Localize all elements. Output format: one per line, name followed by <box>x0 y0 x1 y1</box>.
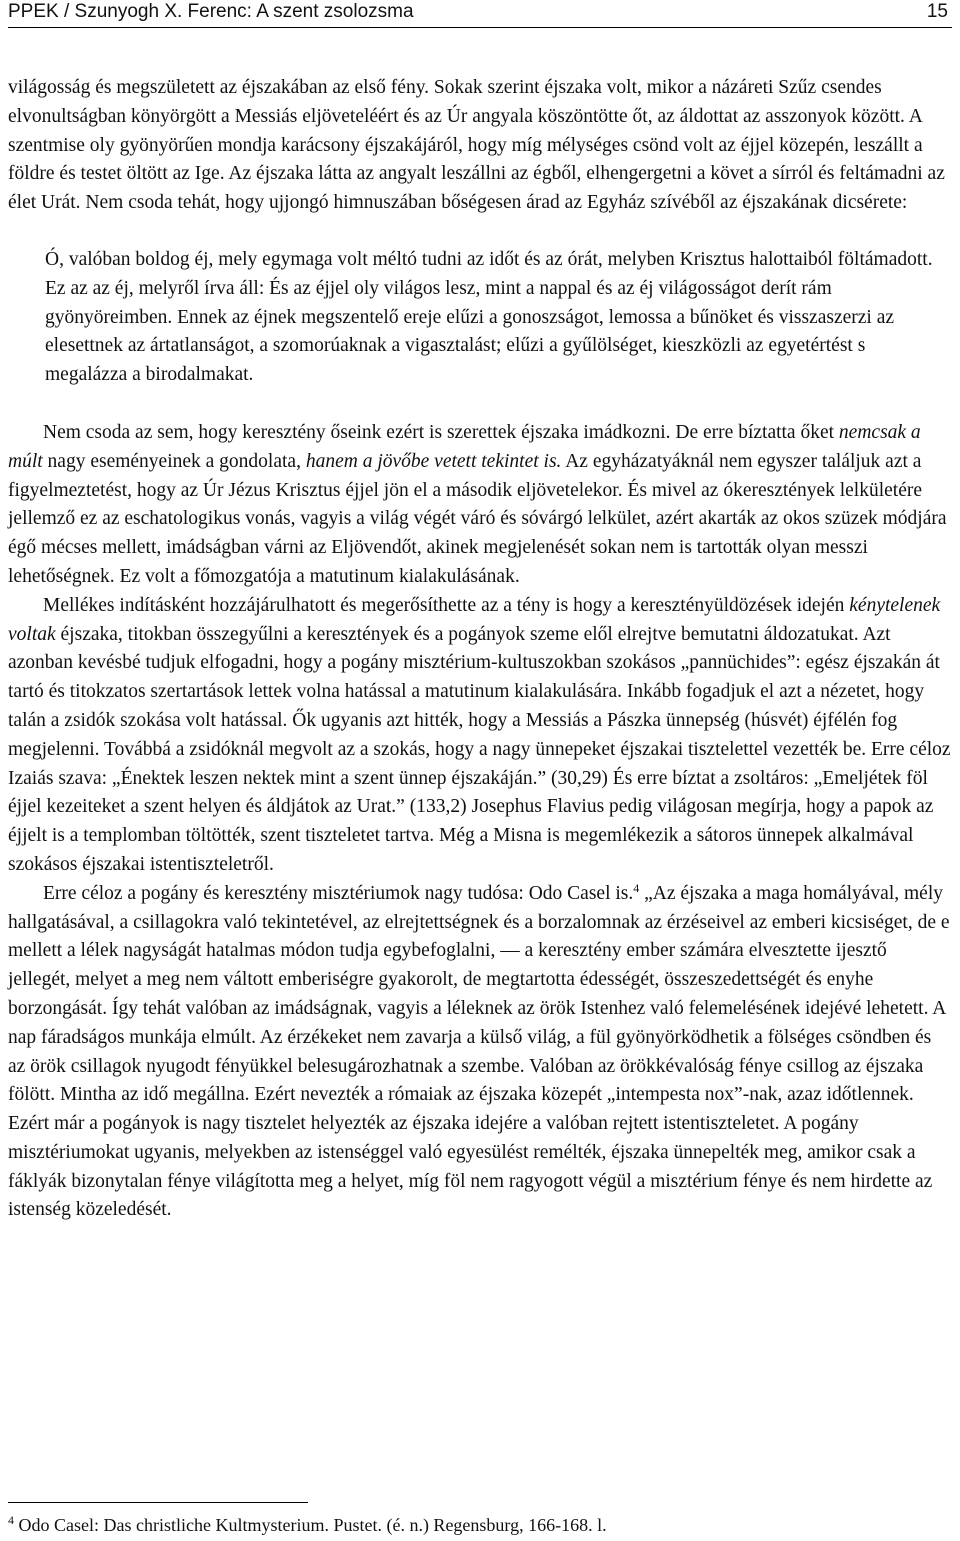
paragraph-3: Nem csoda az sem, hogy keresztény őseink ezért is szerettek éjszaka imádkozni. De erre bíztatta őket nemcsak a múlt nagy eseményeinek a gondolata, hanem a jövőbe vetett tekintet is. Az egyházatyáknál nem egyszer találjuk azt a figyelmeztetést, hogy az Úr Jézus Krisztus éjjel jön el a második eljövetelekor. És mivel az ókeresztények lelkületére jellemző ez az eschatologikus vonás, vagyis a világ végét váró és sóvárgó lelkület, azért akarták az okos szüzek módjára égő mécses mellett, imádságban várni az Eljövendőt, akinek megjelenését sokan nem is tartották olyan messzi lehetőségnek. Ez volt a főmozgatója a matutinum kialakulásának. <box>8 421 947 587</box>
footnote-divider <box>8 1502 308 1503</box>
page-header <box>8 0 952 28</box>
emphasis-text: hanem a jövőbe vetett tekintet is. <box>305 450 562 472</box>
footnote-number: 4 <box>8 1513 14 1527</box>
paragraph-5: Erre céloz a pogány és keresztény misztériumok nagy tudósa: Odo Casel is.$^4$ „Az éjszaka a maga homályával, mély hallgatásával, a csillagokra való tekintetével, az elrejtettségnek és a borzalomnak az érzéseivel az emberi kicsiséget, de e mellett a lélek nagyságát hatalmas módon tudja egybefoglalni, — a keresztény ember számára elvesztette ijesztő jellegét, melyet a meg nem váltott emberiségre gyakorolt, de megtartotta édességét, összeszedettségét és enyhe borzongását. Így tehát valóban az imádságnak, vagyis a léleknek az örök Istenhez való felemelésének idejévé lehetett. A nap fáradságos munkája elmúlt. Az érzékeket nem zavarja a külső világ, a fül gyönyörködhetik a fölséges csöndben és az örök csillagok nyugodt fényükkel belesugározhatnak a szembe. Valóban az örökkévalóság fénye csillog az éjszaka fölött. Mintha az idő megállna. Ezért nevezték a rómaiak az éjszaka közepét „intempesta nox”-nak, azaz időtlennek. Ezért már a pogányok is nagy tisztelet helyezték az éjszaka idejére a valóban rejtett istentiszteletet. A pogány misztériumokat ugyanis, melyekben az istenséggel való egyesülést remélték, éjszaka ünnepelték meg, amikor csak a fáklyák bizonytalan fénye világította meg a helyet, míg föl nem ragyogott végül a misztérium fénye és nem hirdette az istenség közeledését. <box>8 880 950 1221</box>
emphasis-text: nemcsak a múlt <box>8 421 921 472</box>
footnote-text: Odo Casel: Das christliche Kultmysterium. Pustet. (é. n.) Regensburg, 166-168. l. <box>14 1515 607 1535</box>
footnote <box>8 1513 607 1537</box>
paragraph-1: világosság és megszületett az éjszakában az első fény. Sokak szerint éjszaka volt, mikor a názáreti Szűz csendes elvonultságban könyörgött a Messiás eljöveteléért és az Úr angyala köszöntötte őt, az áldottat az asszonyok között. A szentmise oly gyönyörűen mondja karácsony éjszakájáról, hogy míg mélységes csönd volt az éjjel közepén, leszállt a földre és testet öltött az Ige. Az éjszaka látta az angyalt leszállni az égből, elhengergetni a követ a sírról és feltámadni az élet Urát. Nem csoda tehát, hogy ujjongó himnuszában bőségesen árad az Egyház szívéből az éjszakának dicsérete: <box>8 77 945 214</box>
block-quote: Ó, valóban boldog éj, mely egymaga volt méltó tudni az időt és az órát, melyben Krisztus halottaiból föltámadott. Ez az az éj, melyről írva áll: És az éjjel oly világos lesz, mint a nappal és az éj világosságot derít rám gyönyöreimben. Ennek az éjnek megszentelő ereje elűzi a gonoszságot, lemossa a bűnöket és visszaszerzi az elesettnek az ártatlanságot, a szomorúaknak a vigasztalást; elűzi a gyűlölséget, kieszközli az egyetértést s megalázza a birodalmakat. <box>45 248 933 386</box>
page-number: 15 <box>926 1 948 22</box>
document-body <box>8 74 952 1225</box>
footnote-ref[interactable]: 4 <box>633 880 640 895</box>
paragraph-4: Mellékes indításként hozzájárulhatott és megerősíthette az a tény is hogy a keresztényüldözések idején kénytelenek voltak éjszaka, titokban összegyűlni a keresztények és a pogányok szeme elől elrejtve bemutatni áldozatukat. Azt azonban kevésbé tudjuk elfogadni, hogy a pogány misztérium-kultuszokban szokásos „pannüchides”: egész éjszakán át tartó és titokzatos szertartások lettek volna hatással a matutinum kialakulására. Inkább fogadjuk el azt a nézetet, hogy talán a zsidók szokása volt hatással. Ők ugyanis azt hitték, hogy a Messiás a Pászka ünnepség (húsvét) éjfélén fog megjelenni. Továbbá a zsidóknál megvolt az a szokás, hogy a nagy ünnepeket éjszakai tisztelettel vezették be. Erre céloz Izaiás szava: „Énektek leszen nektek mint a szent ünnep éjszakáján.” (30,29) És erre bíztat a zsoltáros: „Emeljétek föl éjjel kezeiteket a szent helyen és áldjátok az Urat.” (133,2) Josephus Flavius pedig világosan megírja, hogy a papok az éjjelt is a templomban töltötték, szent tiszteletet tartva. Még a Misna is megemlékezik a sátoros ünnepek alkalmával szokásos éjszakai istentiszteletről. <box>8 594 951 875</box>
running-title: PPEK / Szunyogh X. Ferenc: A szent zsolozsma <box>8 1 414 22</box>
emphasis-text: kénytelenek voltak <box>8 594 941 645</box>
